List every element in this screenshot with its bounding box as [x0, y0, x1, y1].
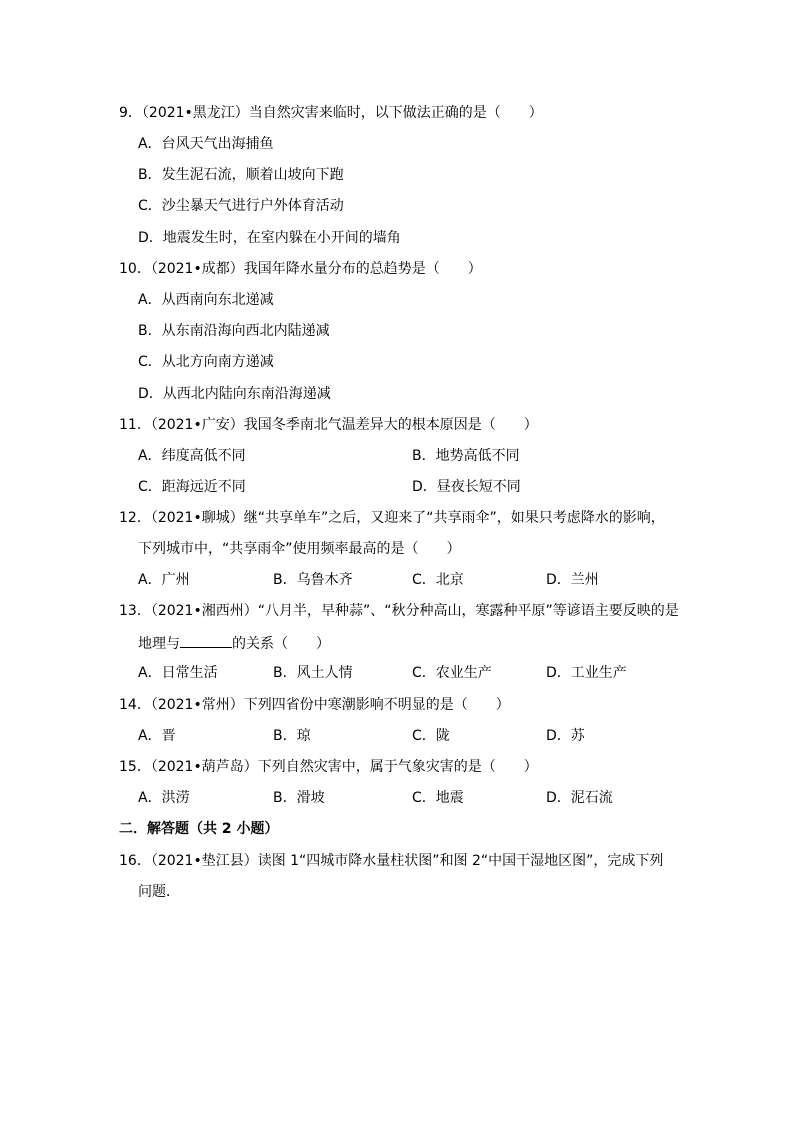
question-12-option-a: A．广州: [138, 572, 190, 588]
question-15-option-a: A．洪涝: [138, 790, 190, 806]
question-13-stem-prefix: 地理与: [138, 636, 180, 652]
question-13-option-b: B．风土人情: [273, 665, 353, 681]
question-12-stem-continued: 下列城市中，“共享雨伞”使用频率最高的是（ ）: [138, 541, 461, 557]
question-15-option-c: C．地震: [412, 790, 464, 806]
question-11-stem: 11．（2021•广安）我国冬季南北气温差异大的根本原因是（ ）: [119, 417, 538, 433]
question-10-option-b: B．从东南沿海向西北内陆递减: [138, 323, 330, 339]
question-12-option-b: B．乌鲁木齐: [273, 572, 353, 588]
question-14-option-b: B．琼: [273, 728, 311, 744]
question-14-option-d: D．苏: [546, 728, 585, 744]
question-9-stem: 9．（2021•黑龙江）当自然灾害来临时，以下做法正确的是（ ）: [119, 105, 543, 121]
question-15-option-b: B．滑坡: [273, 790, 325, 806]
question-16-stem-continued: 问题．: [138, 884, 180, 900]
question-13-option-d: D．工业生产: [546, 665, 627, 681]
question-15-option-d: D．泥石流: [546, 790, 613, 806]
question-13-stem-continued: [138, 633, 330, 653]
question-13-stem: 13．（2021•湘西州）“八月半，早种蒜”、“秋分种高山，寒露种平原”等谚语主要反映的是: [119, 603, 679, 619]
fill-in-blank: [180, 633, 232, 648]
question-9-option-c: C．沙尘暴天气进行户外体育活动: [138, 198, 344, 214]
question-11-option-a: A．纬度高低不同: [138, 448, 246, 464]
question-14-stem: 14．（2021•常州）下列四省份中寒潮影响不明显的是（ ）: [119, 697, 510, 713]
question-10-option-d: D．从西北内陆向东南沿海递减: [138, 386, 331, 402]
question-9-option-b: B．发生泥石流，顺着山坡向下跑: [138, 167, 344, 183]
question-12-stem: 12．（2021•聊城）继“共享单车”之后，又迎来了“共享雨伞”，如果只考虑降水的影响，: [119, 510, 665, 526]
question-10-option-c: C．从北方向南方递减: [138, 354, 274, 370]
question-10-stem: 10．（2021•成都）我国年降水量分布的总趋势是（ ）: [119, 261, 482, 277]
question-11-option-b: B．地势高低不同: [412, 448, 520, 464]
question-15-stem: 15．（2021•葫芦岛）下列自然灾害中，属于气象灾害的是（ ）: [119, 759, 538, 775]
question-11-option-c: C．距海远近不同: [138, 479, 246, 495]
question-13-option-a: A．日常生活: [138, 665, 218, 681]
question-9-option-d: D．地震发生时，在室内躲在小开间的墙角: [138, 230, 401, 246]
question-14-option-c: C．陇: [412, 728, 450, 744]
question-10-option-a: A．从西南向东北递减: [138, 292, 274, 308]
question-12-option-c: C．北京: [412, 572, 464, 588]
question-12-option-d: D．兰州: [546, 572, 599, 588]
question-11-option-d: D．昼夜长短不同: [412, 479, 521, 495]
question-14-option-a: A．晋: [138, 728, 176, 744]
section-title: 二．解答题（共 2 小题）: [119, 821, 279, 837]
question-13-option-c: C．农业生产: [412, 665, 492, 681]
question-13-stem-suffix: 的关系（ ）: [232, 636, 330, 652]
question-16-stem: 16．（2021•垫江县）读图 1“四城市降水量柱状图”和图 2“中国干湿地区图”，完成下列: [119, 853, 664, 869]
question-9-option-a: A．台风天气出海捕鱼: [138, 136, 274, 152]
